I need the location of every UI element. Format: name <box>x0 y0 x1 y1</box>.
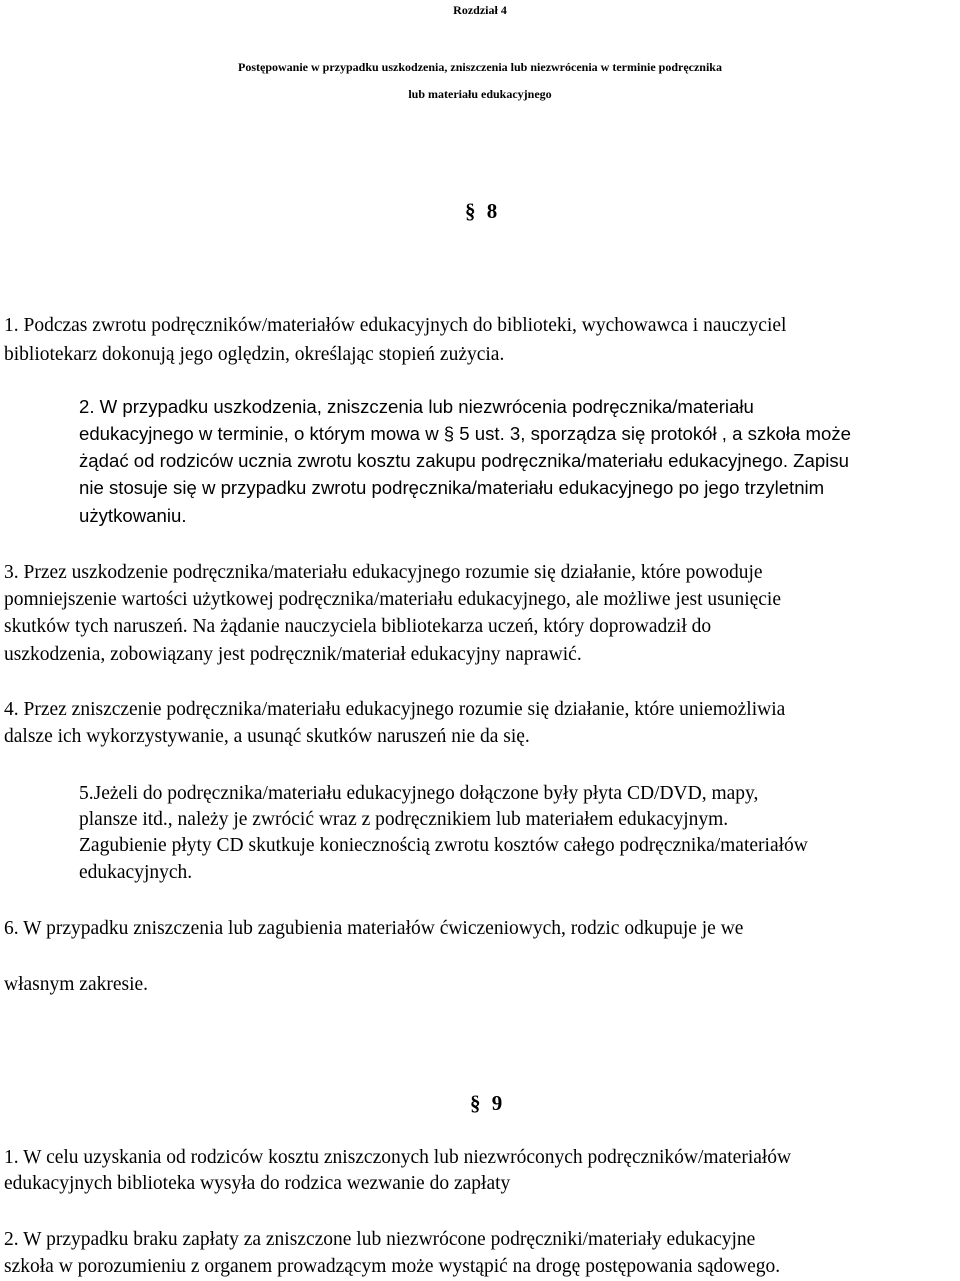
paragraph-line: 2. W przypadku uszkodzenia, zniszczenia lub niezwrócenia podręcznika/materiału <box>79 396 754 417</box>
paragraph-line: 4. Przez zniszczenie podręcznika/materiału edukacyjnego rozumie się działanie, które uniemożliwia <box>4 699 786 720</box>
section-symbol: § <box>470 1091 481 1115</box>
paragraph-line: Zagubienie płyty CD skutkuje koniecznością zwrotu kosztów całego podręcznika/materiałów <box>79 835 808 856</box>
chapter-title: Rozdział 4 <box>453 3 507 17</box>
section-symbol: § <box>465 199 476 223</box>
section-8-heading <box>465 201 497 222</box>
paragraph-line: pomniejszenie wartości użytkowej podręcznika/materiału edukacyjnego, ale możliwe jest usunięcie <box>4 589 782 610</box>
paragraph-line: 6. W przypadku zniszczenia lub zagubienia materiałów ćwiczeniowych, rodzic odkupuje je we <box>4 918 744 939</box>
paragraph-line: 1. Podczas zwrotu podręczników/materiałów edukacyjnych do biblioteki, wychowawca i nauczyciel <box>4 315 787 336</box>
paragraph-line: bibliotekarz dokonują jego oględzin, określając stopień zużycia. <box>4 344 505 365</box>
chapter-heading-line-2: lub materiału edukacyjnego <box>408 87 552 101</box>
section-number: 8 <box>486 199 498 223</box>
paragraph-line: uszkodzenia, zobowiązany jest podręcznik/materiał edukacyjny naprawić. <box>4 644 582 665</box>
paragraph-line: edukacyjnych biblioteka wysyła do rodzica wezwanie do zapłaty <box>4 1173 511 1194</box>
paragraph-line: własnym zakresie. <box>4 974 149 995</box>
paragraph-line: nie stosuje się w przypadku zwrotu podręcznika/materiału edukacyjnego po jego trzyletnim <box>79 477 825 498</box>
paragraph-line: użytkowaniu. <box>79 505 187 526</box>
paragraph-line: szkoła w porozumieniu z organem prowadzącym może wystąpić na drogę postępowania sądowego. <box>4 1256 781 1277</box>
paragraph-line: edukacyjnego w terminie, o którym mowa w § 5 ust. 3, sporządza się protokół , a szkoła może <box>79 423 851 444</box>
paragraph-line: plansze itd., należy je zwrócić wraz z podręcznikiem lub materiałem edukacyjnym. <box>79 809 729 830</box>
section-number: 9 <box>491 1091 503 1115</box>
paragraph-line: dalsze ich wykorzystywanie, a usunąć skutków naruszeń nie da się. <box>4 726 530 747</box>
paragraph-line: 1. W celu uzyskania od rodziców kosztu zniszczonych lub niezwróconych podręczników/materiałów <box>4 1147 792 1168</box>
paragraph-line: 3. Przez uszkodzenie podręcznika/materiału edukacyjnego rozumie się działanie, które powoduje <box>4 562 763 583</box>
paragraph-line: 2. W przypadku braku zapłaty za zniszczone lub niezwrócone podręczniki/materiały edukacyjne <box>4 1229 756 1250</box>
paragraph-line: 5.Jeżeli do podręcznika/materiału edukacyjnego dołączone były płyta CD/DVD, mapy, <box>79 783 759 804</box>
paragraph-line: żądać od rodziców ucznia zwrotu kosztu zakupu podręcznika/materiału edukacyjnego. Zapisu <box>79 450 849 471</box>
paragraph-line: skutków tych naruszeń. Na żądanie nauczyciela bibliotekarza uczeń, który doprowadził do <box>4 616 712 637</box>
paragraph-line: edukacyjnych. <box>79 862 193 883</box>
section-9-heading <box>470 1093 502 1114</box>
chapter-heading-line-1: Postępowanie w przypadku uszkodzenia, zniszczenia lub niezwrócenia w terminie podręcznika <box>238 60 722 74</box>
